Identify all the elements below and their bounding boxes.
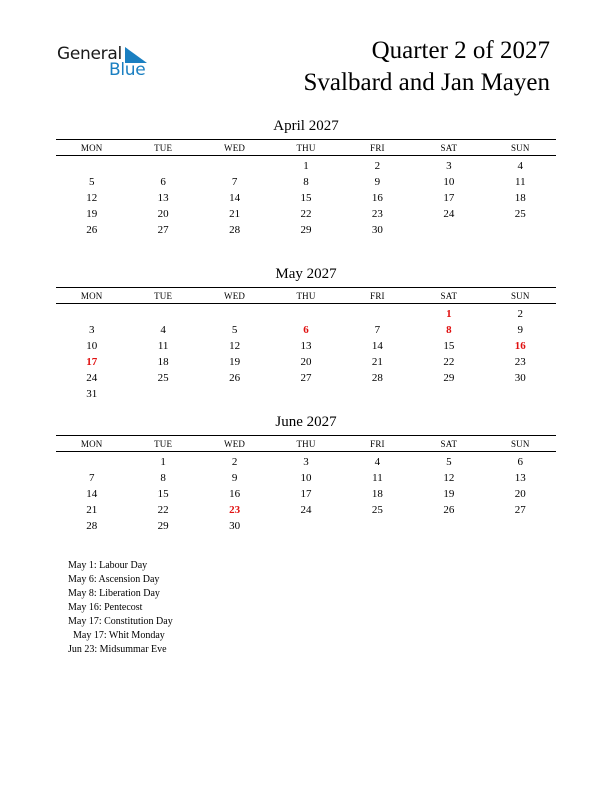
day-cell: 15 — [157, 488, 169, 500]
holiday-note: May 6: Ascension Day — [68, 574, 160, 585]
day-cell: 20 — [514, 488, 526, 500]
day-cell: 15 — [300, 192, 312, 204]
day-cell — [342, 386, 413, 402]
weekday-label: WED — [224, 142, 246, 153]
day-cell: 12 — [443, 472, 455, 484]
day-cell: 12 — [229, 340, 241, 352]
day-cell: 24 — [86, 372, 98, 384]
day-cell: 27 — [300, 372, 312, 384]
day-cell: 7 — [231, 176, 238, 188]
day-cell: 22 — [443, 356, 455, 368]
day-cell — [199, 158, 270, 174]
holiday-day-cell: 1 — [446, 308, 452, 320]
day-cell: 9 — [231, 472, 238, 484]
day-cell: 9 — [517, 324, 524, 336]
weekday-label: FRI — [370, 290, 385, 301]
day-cell: 18 — [371, 488, 383, 500]
day-cell: 19 — [443, 488, 455, 500]
day-cell: 8 — [160, 472, 166, 484]
holiday-note: May 17: Constitution Day — [68, 616, 173, 627]
day-cell: 21 — [371, 356, 383, 368]
day-cell: 27 — [514, 504, 526, 516]
weekday-label: MON — [80, 290, 103, 301]
day-cell — [485, 518, 556, 534]
day-cell: 26 — [86, 224, 98, 236]
day-cell: 25 — [514, 208, 526, 220]
weekday-label: FRI — [370, 438, 385, 449]
weekday-label: THU — [296, 438, 316, 449]
day-cell — [270, 306, 341, 322]
day-cell: 3 — [88, 324, 95, 336]
day-cell — [127, 158, 198, 174]
month-title: May 2027 — [275, 266, 337, 282]
day-cell: 23 — [371, 208, 383, 220]
day-cell: 16 — [371, 192, 383, 204]
weekday-header — [56, 287, 556, 304]
day-cell — [127, 386, 198, 402]
day-cell: 21 — [86, 504, 98, 516]
day-cell: 17 — [443, 192, 455, 204]
month-calendar-june — [56, 413, 556, 534]
day-cell: 5 — [88, 176, 95, 188]
day-cell: 2 — [374, 160, 381, 172]
holiday-note: May 8: Liberation Day — [68, 588, 160, 599]
day-cell: 24 — [443, 208, 455, 220]
day-cell — [270, 386, 341, 402]
page-subtitle: Svalbard and Jan Mayen — [303, 69, 550, 96]
day-cell: 27 — [157, 224, 169, 236]
weekday-label: MON — [80, 438, 103, 449]
day-cell: 25 — [371, 504, 383, 516]
day-cell: 14 — [229, 192, 241, 204]
day-cell: 16 — [229, 488, 241, 500]
day-cell: 18 — [514, 192, 526, 204]
day-cell: 4 — [517, 160, 524, 172]
holiday-note: May 17: Whit Monday — [68, 630, 165, 641]
weekday-label: TUE — [154, 142, 173, 153]
day-cell: 3 — [446, 160, 452, 172]
day-cell: 29 — [300, 224, 312, 236]
holiday-notes — [68, 559, 173, 657]
day-cell: 10 — [86, 340, 98, 352]
day-cell: 28 — [86, 520, 98, 532]
day-cell: 4 — [160, 324, 166, 336]
day-cell: 1 — [303, 160, 309, 172]
day-cell: 17 — [300, 488, 312, 500]
day-cell — [413, 518, 484, 534]
day-cell: 25 — [157, 372, 169, 384]
logo — [57, 44, 167, 84]
day-cell: 14 — [86, 488, 98, 500]
holiday-note: Jun 23: Midsummar Eve — [68, 644, 167, 655]
weekday-label: THU — [296, 290, 316, 301]
day-cell: 4 — [374, 456, 381, 468]
weekday-label: MON — [80, 142, 103, 153]
month-title: April 2027 — [273, 118, 339, 134]
day-cell: 2 — [231, 456, 238, 468]
day-cell: 5 — [446, 456, 452, 468]
day-cell: 26 — [229, 372, 241, 384]
day-cell: 5 — [231, 324, 238, 336]
day-cell: 3 — [303, 456, 309, 468]
day-cell: 12 — [86, 192, 98, 204]
day-cell: 31 — [86, 388, 98, 400]
day-cell — [199, 306, 270, 322]
day-cell: 28 — [371, 372, 383, 384]
logo-general-text: General — [57, 44, 122, 64]
weekday-label: SUN — [510, 438, 530, 449]
weekday-header — [56, 139, 556, 156]
day-cell: 1 — [160, 456, 166, 468]
day-cell: 26 — [443, 504, 455, 516]
day-cell: 23 — [514, 356, 526, 368]
day-cell: 30 — [371, 224, 383, 236]
day-cell: 24 — [300, 504, 312, 516]
day-grid — [56, 306, 556, 402]
day-cell — [342, 306, 413, 322]
page-title: Quarter 2 of 2027 — [371, 37, 550, 64]
day-cell: 19 — [229, 356, 241, 368]
day-cell: 2 — [517, 308, 524, 320]
day-cell: 22 — [157, 504, 169, 516]
day-cell: 13 — [157, 192, 169, 204]
day-cell: 18 — [157, 356, 169, 368]
day-cell: 11 — [157, 340, 169, 352]
day-cell: 7 — [88, 472, 95, 484]
weekday-label: WED — [224, 438, 246, 449]
day-cell: 19 — [86, 208, 98, 220]
weekday-label: SAT — [440, 142, 458, 153]
weekday-label: TUE — [154, 290, 173, 301]
day-cell — [127, 306, 198, 322]
holiday-note: May 16: Pentecost — [68, 602, 143, 613]
day-cell — [270, 518, 341, 534]
day-grid — [56, 158, 556, 238]
weekday-header — [56, 435, 556, 452]
day-cell: 13 — [300, 340, 312, 352]
title-block — [304, 35, 550, 99]
day-cell: 13 — [514, 472, 526, 484]
weekday-label: SAT — [440, 290, 458, 301]
day-cell — [56, 306, 127, 322]
day-cell — [199, 386, 270, 402]
day-cell: 6 — [517, 456, 524, 468]
day-cell: 6 — [160, 176, 166, 188]
day-cell: 11 — [514, 176, 526, 188]
day-cell — [413, 222, 484, 238]
holiday-day-cell: 6 — [303, 324, 309, 336]
day-cell: 29 — [443, 372, 455, 384]
day-cell: 11 — [372, 472, 383, 484]
month-calendar-may — [56, 265, 556, 402]
day-cell: 8 — [303, 176, 309, 188]
weekday-label: WED — [224, 290, 246, 301]
day-grid — [56, 454, 556, 534]
day-cell — [485, 222, 556, 238]
day-cell: 7 — [374, 324, 381, 336]
day-cell: 15 — [443, 340, 455, 352]
holiday-day-cell: 23 — [229, 504, 241, 516]
day-cell: 29 — [157, 520, 169, 532]
holiday-day-cell: 17 — [86, 356, 98, 368]
day-cell — [342, 518, 413, 534]
day-cell: 20 — [157, 208, 169, 220]
day-cell: 22 — [300, 208, 312, 220]
weekday-label: TUE — [154, 438, 173, 449]
holiday-day-cell: 16 — [514, 340, 526, 352]
day-cell: 9 — [374, 176, 381, 188]
month-title: June 2027 — [275, 414, 337, 430]
day-cell: 20 — [300, 356, 312, 368]
day-cell — [56, 454, 127, 470]
weekday-label: SUN — [510, 142, 530, 153]
day-cell: 21 — [229, 208, 241, 220]
day-cell — [413, 386, 484, 402]
weekday-label: FRI — [370, 142, 385, 153]
weekday-label: SAT — [440, 438, 458, 449]
month-calendar-april — [56, 117, 556, 238]
day-cell: 14 — [371, 340, 383, 352]
day-cell: 30 — [229, 520, 241, 532]
day-cell: 10 — [300, 472, 312, 484]
day-cell: 30 — [514, 372, 526, 384]
weekday-label: THU — [296, 142, 316, 153]
day-cell — [485, 386, 556, 402]
day-cell: 10 — [443, 176, 455, 188]
weekday-label: SUN — [510, 290, 530, 301]
logo-blue-text: Blue — [109, 60, 146, 80]
day-cell — [56, 158, 127, 174]
holiday-note: May 1: Labour Day — [68, 560, 148, 571]
day-cell: 28 — [229, 224, 241, 236]
holiday-day-cell: 8 — [446, 324, 452, 336]
